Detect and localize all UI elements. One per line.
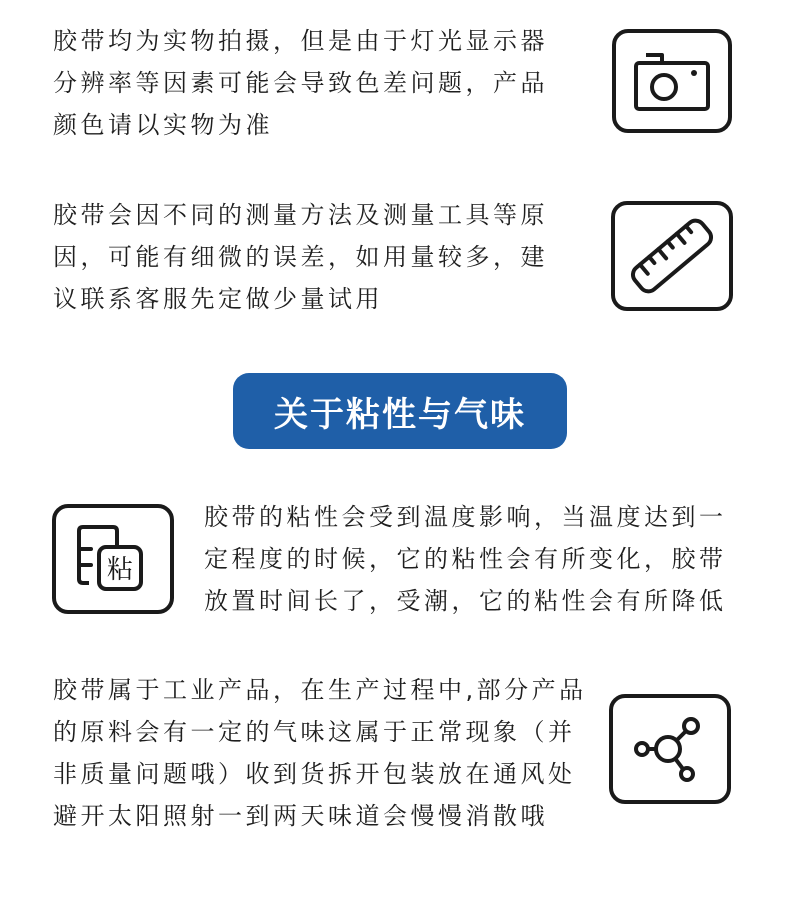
section-3-text [204,496,727,622]
text-line: 非质量问题哦）收到货拆开包装放在通风处 [53,760,576,788]
camera-icon-box [612,29,732,133]
section-heading: 关于粘性与气味 [233,373,567,449]
text-line: 胶带的粘性会受到温度影响，当温度达到一 [204,503,727,531]
text-line: 的原料会有一定的气味这属于正常现象（并 [53,718,576,746]
ruler-icon [626,214,718,298]
sticky-note-icon-box [52,504,174,614]
text-line: 放置时间长了，受潮，它的粘性会有所降低 [204,587,727,615]
text-line: 胶带属于工业产品，在生产过程中,部分产品 [53,676,587,704]
section-4-text [53,669,587,837]
section-2-text [53,194,548,320]
text-line: 胶带均为实物拍摄，但是由于灯光显示器 [53,27,548,55]
text-line: 颜色请以实物为准 [53,111,273,139]
text-line: 胶带会因不同的测量方法及测量工具等原 [53,201,548,229]
text-line: 因，可能有细微的误差，如用量较多，建 [53,243,548,271]
camera-icon [632,49,712,113]
molecule-icon-box [609,694,731,804]
sticky-note-icon [73,519,153,599]
text-line: 分辨率等因素可能会导致色差问题，产品 [53,69,548,97]
molecule-icon [630,709,710,789]
text-line: 避开太阳照射一到两天味道会慢慢消散哦 [53,802,548,830]
text-line: 议联系客服先定做少量试用 [53,285,383,313]
text-line: 定程度的时候，它的粘性会有所变化，胶带 [204,545,727,573]
sticky-note-icon-char: 粘 [106,555,134,585]
section-1-text [53,20,548,146]
ruler-icon-box [611,201,733,311]
